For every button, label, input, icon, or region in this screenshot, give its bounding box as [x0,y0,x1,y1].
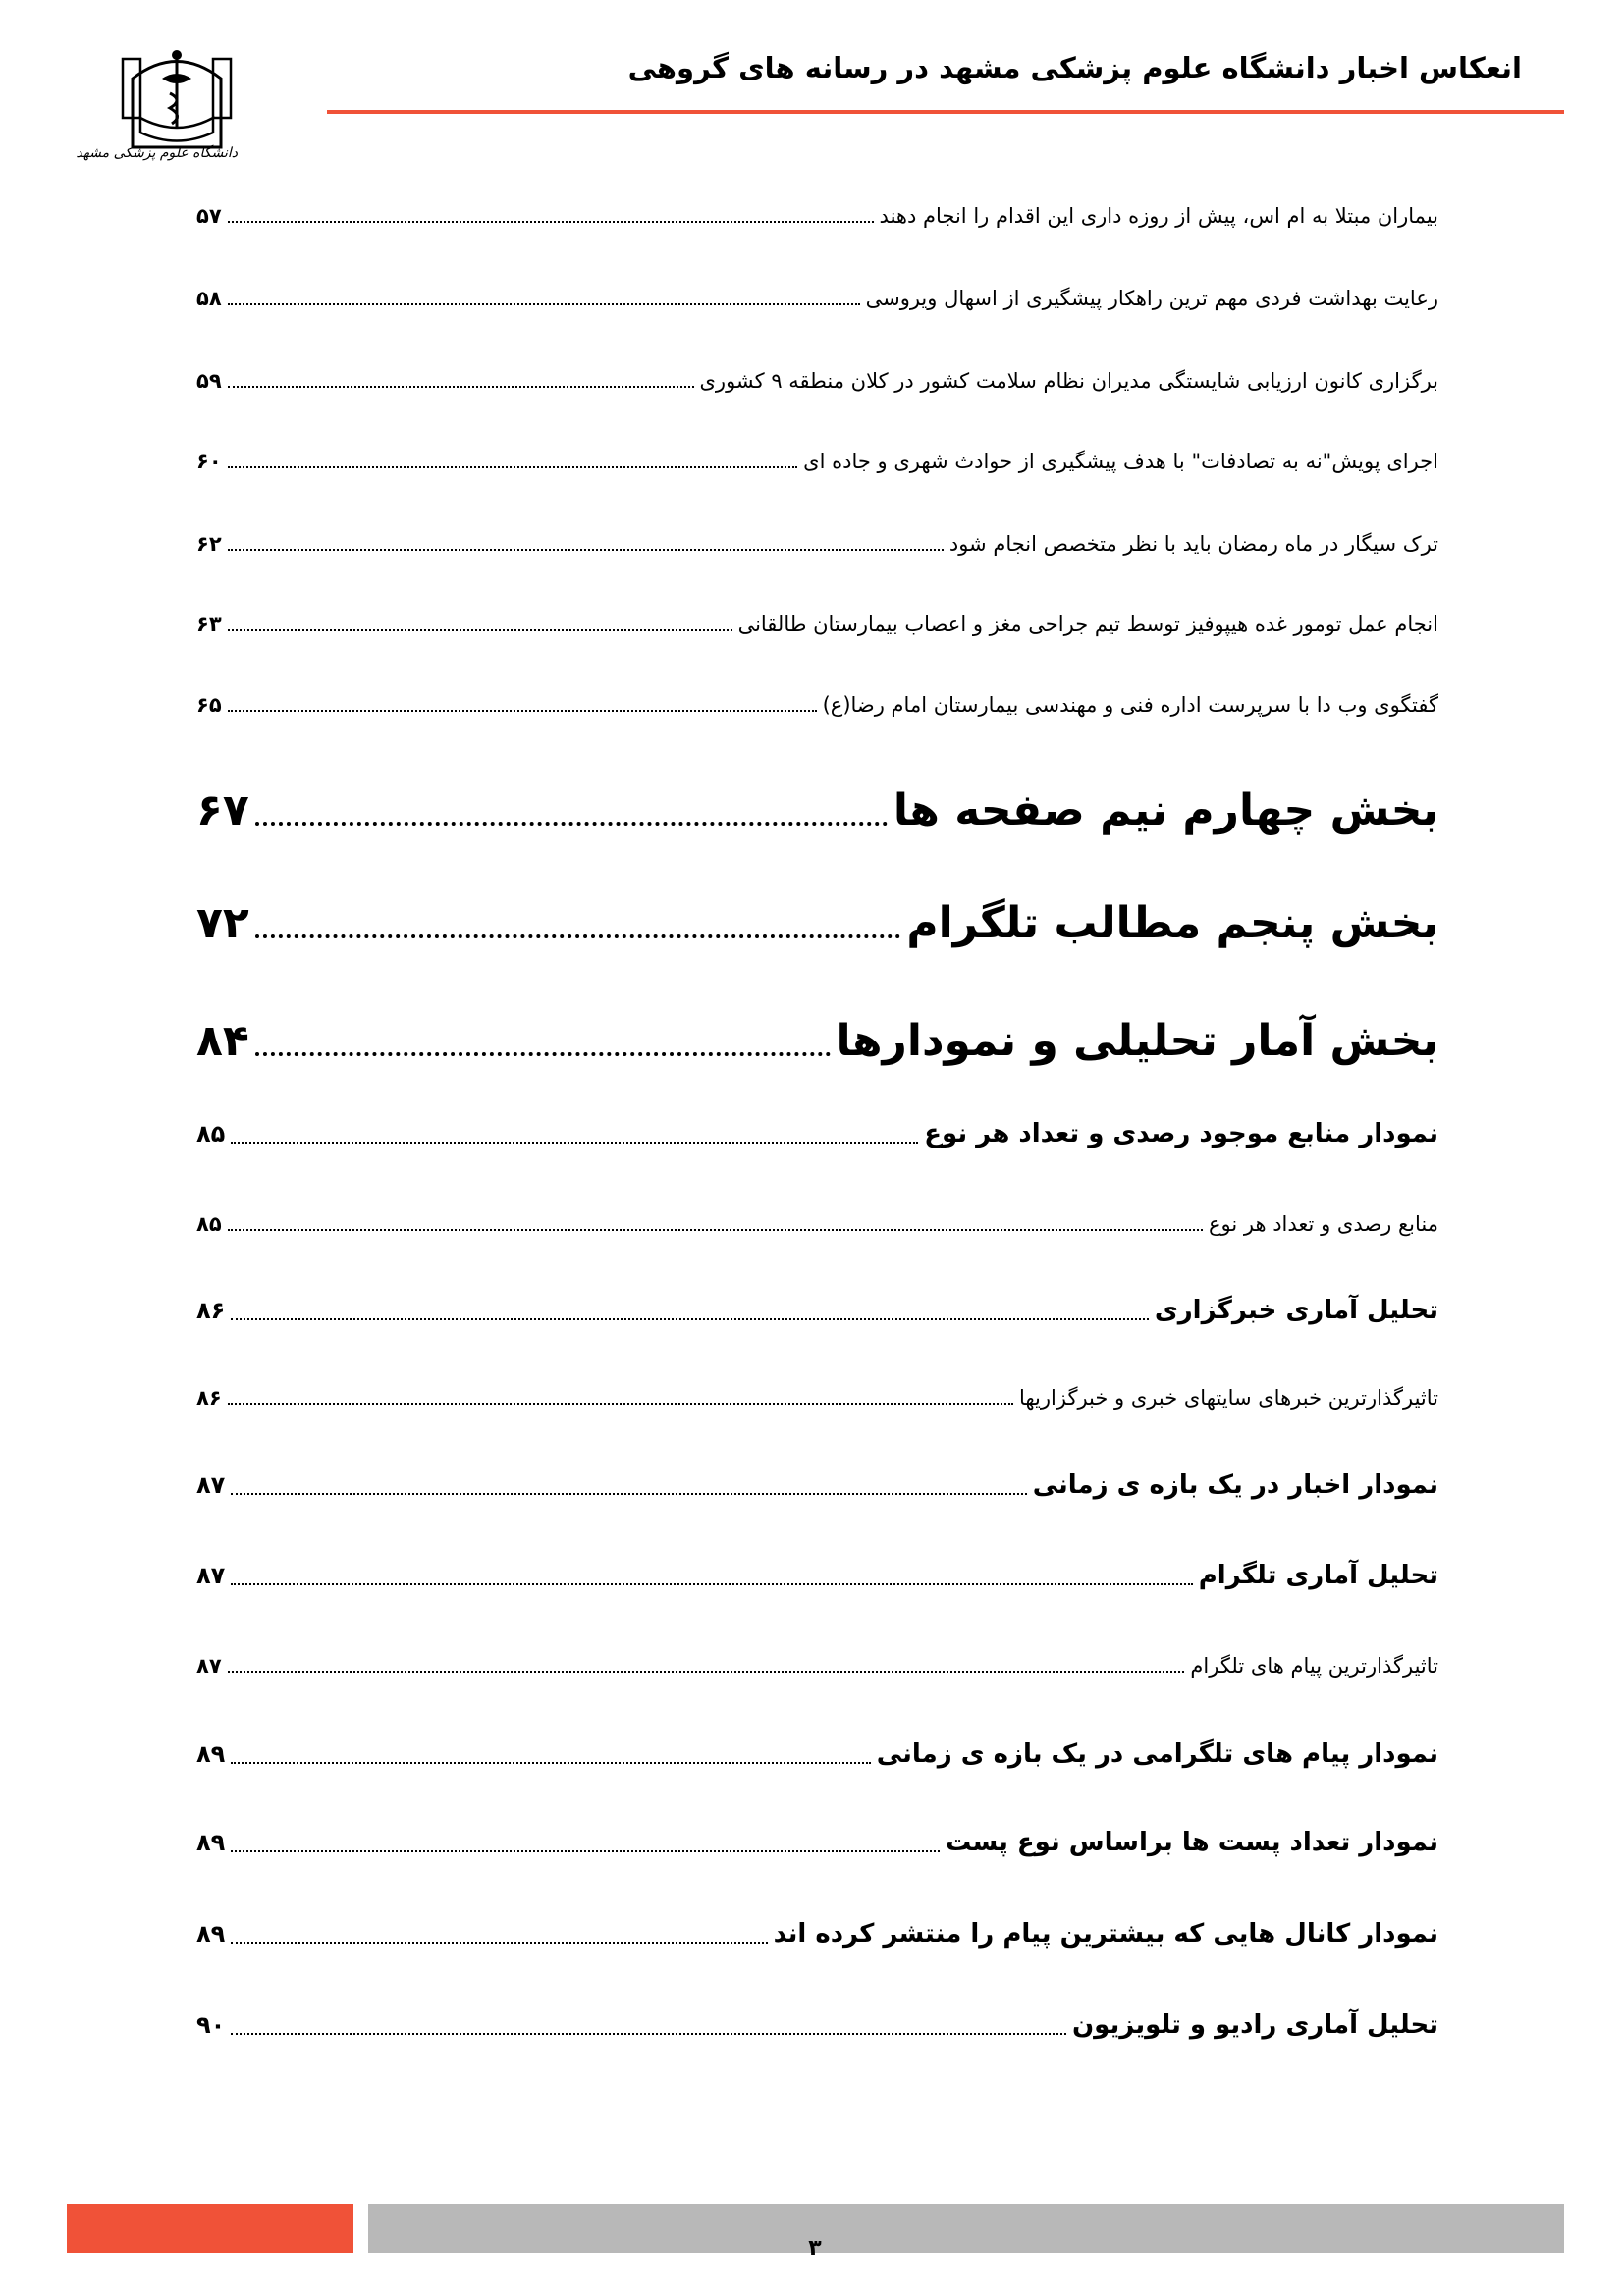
toc-dot-leader [231,1318,1149,1320]
toc-entry[interactable] [196,1739,1438,1769]
footer-accent-bar [67,2204,353,2253]
toc-entry-title: منابع رصدی و تعداد هر نوع [1208,1212,1438,1236]
toc-entry[interactable] [196,613,1438,636]
toc-dot-leader [255,934,901,938]
toc-entry-title: بخش پنجم مطالب تلگرام [906,898,1438,948]
toc-dot-leader [228,303,860,305]
toc-entry-page: ۶۵ [196,693,222,717]
toc-dot-leader [255,1052,831,1056]
toc-entry[interactable] [196,1654,1438,1678]
toc-entry[interactable] [196,1561,1438,1590]
toc-entry-page: ۸۹ [196,1740,226,1768]
toc-entry[interactable] [196,1386,1438,1410]
toc-entry[interactable] [196,1919,1438,1949]
toc-entry-title: تاثیرگذارترین خبرهای سایتهای خبری و خبرگزاریها [1018,1386,1438,1410]
toc-entry-title: بیماران مبتلا به ام اس، پیش از روزه داری این اقدام را انجام دهند [879,204,1438,228]
toc-entry-page: ۵۸ [196,287,222,310]
toc-entry-title: تحلیل آماری خبرگزاری [1154,1296,1438,1325]
toc-entry-page: ۸۵ [196,1212,222,1236]
toc-entry-page: ۸۶ [196,1386,222,1410]
toc-entry-title: برگزاری کانون ارزیابی شایستگی مدیران نظام سلامت کشور در کلان منطقه ۹ کشوری [699,369,1438,393]
toc-entry-page: ۸۹ [196,1920,226,1948]
toc-entry-title: اجرای پویش"نه به تصادفات" با هدف پیشگیری از حوادث شهری و جاده ای [803,450,1438,473]
toc-entry-page: ۸۵ [196,1120,226,1148]
page-number: ۳ [808,2236,822,2261]
toc-entry-page: ۶۰ [196,450,222,473]
toc-dot-leader [228,1229,1203,1231]
toc-entry[interactable] [196,1119,1438,1148]
toc-dot-leader [228,1671,1185,1673]
toc-dot-leader [228,221,874,223]
toc-entry-title: تاثیرگذارترین پیام های تلگرام [1190,1654,1438,1678]
toc-dot-leader [231,1493,1026,1495]
toc-entry-page: ۶۷ [196,785,249,835]
toc-entry-title: نمودار منابع موجود رصدی و تعداد هر نوع [924,1119,1438,1148]
toc-entry[interactable] [196,898,1438,948]
toc-entry-title: نمودار تعداد پست ها براساس نوع پست [946,1828,1438,1857]
toc-dot-leader [255,822,888,826]
footer-bar [368,2204,1564,2253]
toc-dot-leader [228,386,694,388]
toc-dot-leader [228,1403,1013,1405]
toc-entry-page: ۸۷ [196,1562,226,1589]
page-header-title: انعکاس اخبار دانشگاه علوم پزشکی مشهد در رسانه های گروهی [627,51,1522,84]
toc-entry-title: ترک سیگار در ماه رمضان باید با نظر متخصص انجام شود [948,532,1438,556]
toc-dot-leader [231,1142,918,1144]
toc-entry-page: ۸۶ [196,1297,226,1324]
toc-entry-title: بخش آمار تحلیلی و نمودارها [836,1016,1438,1066]
toc-entry[interactable] [196,1212,1438,1236]
toc-entry-page: ۸۷ [196,1471,226,1499]
toc-entry-page: ۸۷ [196,1654,222,1678]
toc-entry[interactable] [196,1016,1438,1066]
toc-entry[interactable] [196,1470,1438,1500]
toc-dot-leader [231,2033,1066,2035]
toc-entry-title: نمودار اخبار در یک بازه ی زمانی [1032,1470,1438,1500]
toc-entry-page: ۵۷ [196,204,222,228]
toc-entry-page: ۶۲ [196,532,222,556]
toc-dot-leader [231,1762,871,1764]
toc-entry-title: رعایت بهداشت فردی مهم ترین راهکار پیشگیری از اسهال ویروسی [865,287,1438,310]
toc-entry[interactable] [196,450,1438,473]
toc-entry-page: ۸۹ [196,1829,226,1856]
toc-entry[interactable] [196,2010,1438,2040]
toc-dot-leader [228,466,798,468]
toc-entry-title: تحلیل آماری تلگرام [1198,1561,1438,1590]
toc-entry[interactable] [196,369,1438,393]
toc-entry[interactable] [196,1296,1438,1325]
toc-dot-leader [231,1942,767,1944]
toc-entry[interactable] [196,287,1438,310]
toc-entry-page: ۸۴ [196,1016,249,1066]
toc-entry-title: تحلیل آماری رادیو و تلویزیون [1071,2010,1438,2040]
toc-dot-leader [231,1583,1192,1585]
toc-entry[interactable] [196,785,1438,835]
toc-entry-title: نمودار پیام های تلگرامی در یک بازه ی زمانی [876,1739,1438,1769]
toc-entry-page: ۶۳ [196,613,222,636]
toc-entry[interactable] [196,693,1438,717]
logo-caption: دانشگاه علوم پزشکی مشهد [76,145,238,161]
toc-dot-leader [228,629,732,631]
toc-entry[interactable] [196,1828,1438,1857]
toc-entry-page: ۹۰ [196,2011,226,2039]
toc-entry-title: نمودار کانال هایی که بیشترین پیام را منتشر کرده اند [773,1919,1438,1949]
toc-entry-title: انجام عمل تومور غده هیپوفیز توسط تیم جراحی مغز و اعصاب بیمارستان طالقانی [737,613,1438,636]
toc-dot-leader [228,549,944,551]
table-of-contents [196,0,1438,2296]
toc-entry-title: بخش چهارم نیم صفحه ها [893,785,1438,835]
toc-entry[interactable] [196,204,1438,228]
toc-dot-leader [228,710,817,712]
toc-dot-leader [231,1850,940,1852]
toc-entry-page: ۷۲ [196,898,249,948]
toc-entry-title: گفتگوی وب دا با سرپرست اداره فنی و مهندسی بیمارستان امام رضا(ع) [822,693,1438,717]
toc-entry[interactable] [196,532,1438,556]
toc-entry-page: ۵۹ [196,369,222,393]
